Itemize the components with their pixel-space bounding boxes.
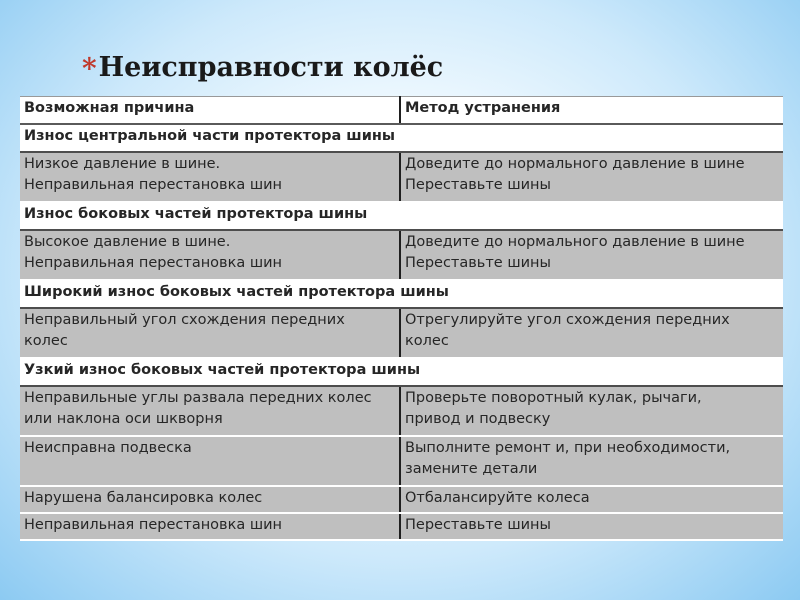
table-row	[20, 436, 783, 486]
bullet-asterisk: *	[82, 52, 97, 85]
cause-line: или наклона оси шкворня	[24, 411, 223, 427]
cause-cell	[20, 152, 400, 202]
slide-title	[82, 52, 443, 85]
group-title: Износ центральной части протектора шины	[20, 124, 783, 152]
group-title: Износ боковых частей протектора шины	[20, 202, 783, 230]
remedy-line: привод и подвеску	[405, 411, 551, 427]
header-cause: Возможная причина	[20, 97, 400, 125]
remedy-line: Отбалансируйте колеса	[405, 490, 590, 506]
table-row	[20, 513, 783, 540]
remedy-line: Отрегулируйте угол схождения передних	[405, 312, 730, 328]
cause-line: Неправильные углы развала передних колес	[24, 390, 372, 406]
cause-cell	[20, 436, 400, 486]
remedy-cell	[400, 486, 783, 513]
remedy-line: колес	[405, 333, 449, 349]
table-row	[20, 486, 783, 513]
remedy-line: Переставьте шины	[405, 177, 551, 193]
remedy-cell	[400, 308, 783, 358]
remedy-line: Доведите до нормального давление в шине	[405, 156, 745, 172]
remedy-line: Проверьте поворотный кулак, рычаги,	[405, 390, 702, 406]
table-row	[20, 386, 783, 436]
group-title: Широкий износ боковых частей протектора шины	[20, 280, 783, 308]
remedy-cell	[400, 386, 783, 436]
cause-line: Неисправна подвеска	[24, 440, 192, 456]
cause-line: Неправильный угол схождения передних	[24, 312, 345, 328]
cause-line: Низкое давление в шине.	[24, 156, 221, 172]
group-row	[20, 202, 783, 230]
faults-table	[20, 96, 783, 541]
cause-line: Нарушена балансировка колес	[24, 490, 263, 506]
cause-line: колес	[24, 333, 68, 349]
header-remedy: Метод устранения	[400, 97, 783, 125]
group-row	[20, 124, 783, 152]
table-row	[20, 152, 783, 202]
cause-cell	[20, 230, 400, 280]
table-row	[20, 308, 783, 358]
table-row	[20, 230, 783, 280]
group-title: Узкий износ боковых частей протектора шины	[20, 358, 783, 386]
cause-cell	[20, 513, 400, 540]
remedy-cell	[400, 230, 783, 280]
group-row	[20, 280, 783, 308]
table-header-row	[20, 97, 783, 125]
remedy-line: Переставьте шины	[405, 517, 551, 533]
remedy-cell	[400, 436, 783, 486]
cause-line: Неправильная перестановка шин	[24, 255, 283, 271]
remedy-line: Переставьте шины	[405, 255, 551, 271]
cause-line: Неправильная перестановка шин	[24, 517, 283, 533]
remedy-line: замените детали	[405, 461, 538, 477]
cause-line: Высокое давление в шине.	[24, 234, 231, 250]
remedy-line: Выполните ремонт и, при необходимости,	[405, 440, 731, 456]
remedy-cell	[400, 513, 783, 540]
remedy-line: Доведите до нормального давление в шине	[405, 234, 745, 250]
cause-cell	[20, 486, 400, 513]
slide-title-text: Неисправности колёс	[98, 52, 444, 83]
cause-line: Неправильная перестановка шин	[24, 177, 283, 193]
cause-cell	[20, 308, 400, 358]
cause-cell	[20, 386, 400, 436]
remedy-cell	[400, 152, 783, 202]
group-row	[20, 358, 783, 386]
